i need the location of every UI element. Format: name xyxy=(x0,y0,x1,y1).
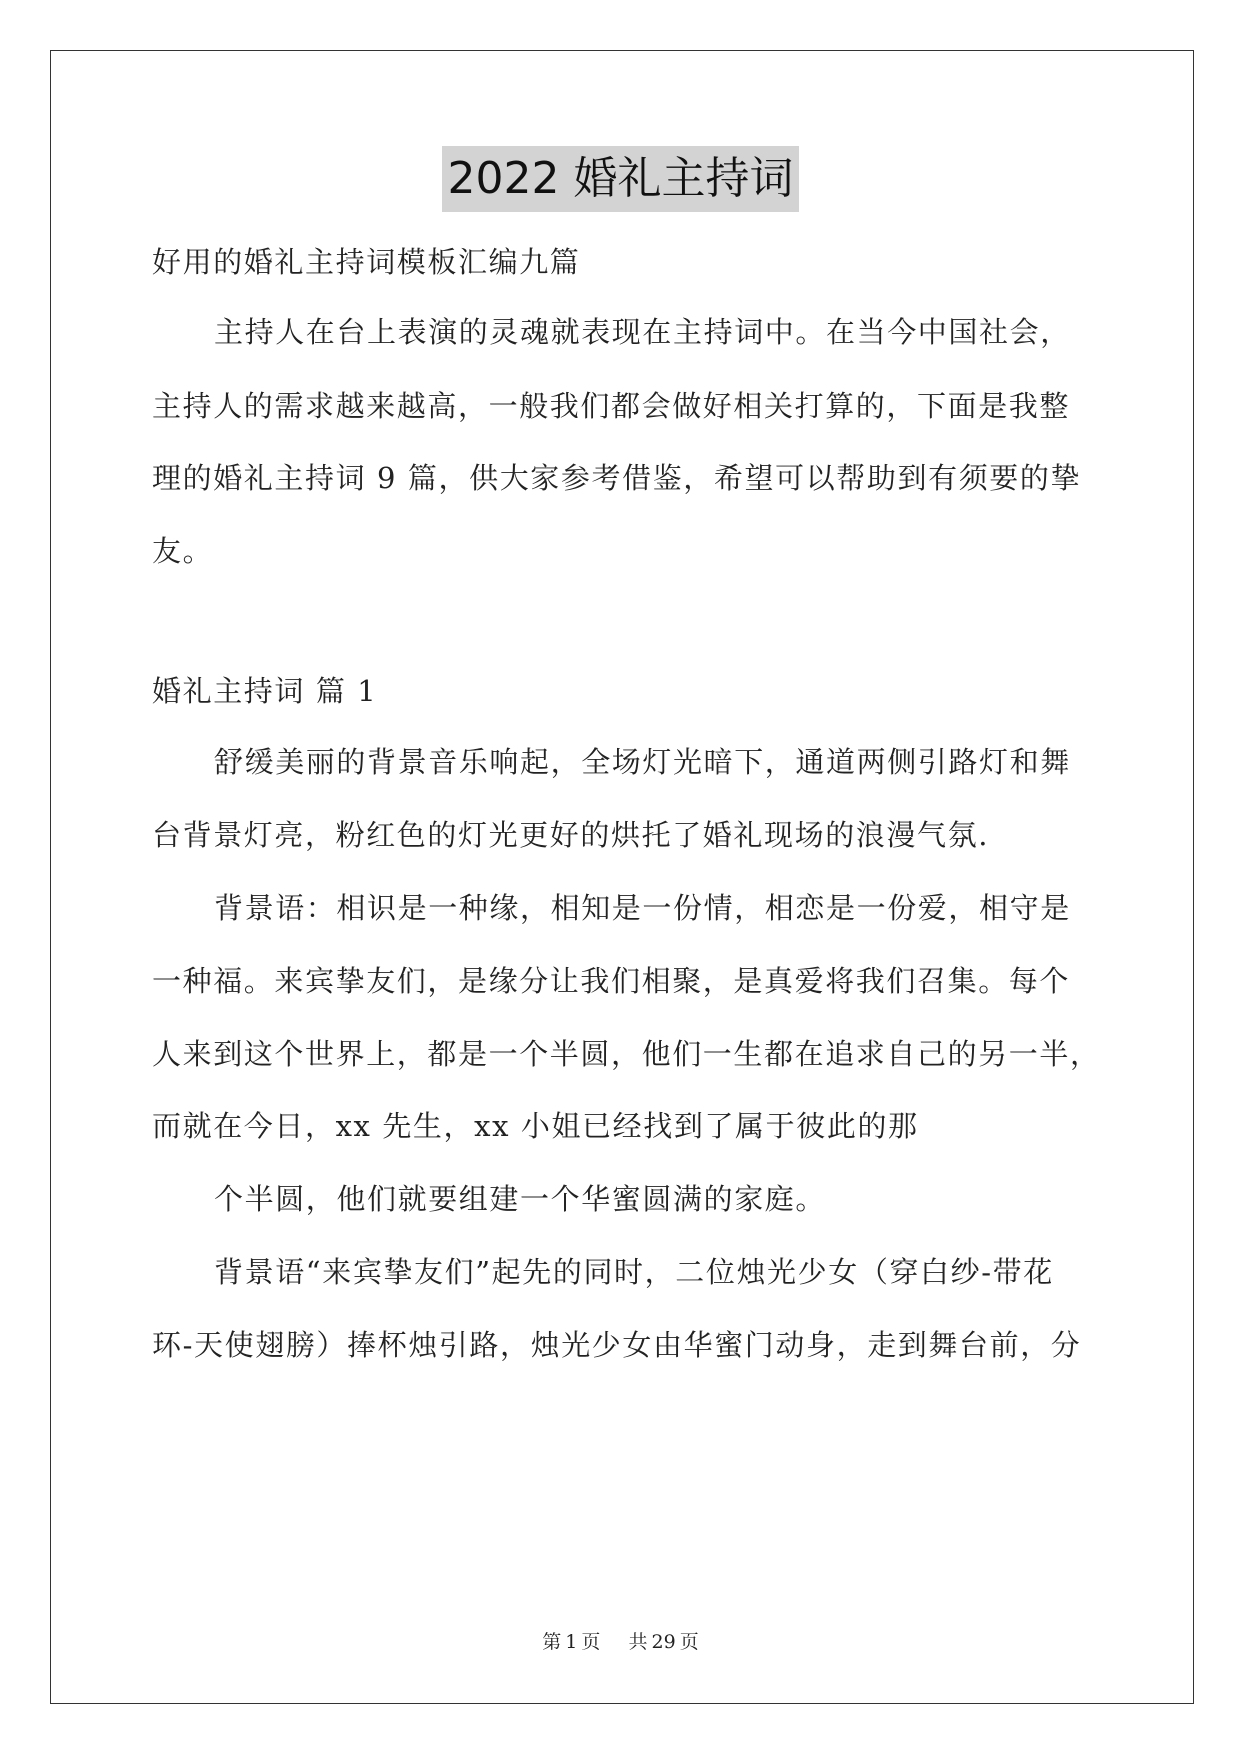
intro-line-1: 主持人在台上表演的灵魂就表现在主持词中。在当今中国社会， xyxy=(214,315,1071,349)
body-line-1: 舒缓美丽的背景音乐响起，全场灯光暗下，通道两侧引路灯和舞 xyxy=(214,745,1071,779)
body-line-9: 环-天使翅膀）捧杯烛引路，烛光少女由华蜜门动身，走到舞台前，分 xyxy=(152,1328,1082,1362)
body-line-2: 台背景灯亮，粉红色的灯光更好的烘托了婚礼现场的浪漫气氛. xyxy=(152,818,990,852)
body-line-5: 人来到这个世界上，都是一个半圆，他们一生都在追求自己的另一半， xyxy=(152,1037,1101,1071)
footer-total-prefix: 共 xyxy=(628,1631,648,1653)
document-subtitle: 好用的婚礼主持词模板汇编九篇 xyxy=(152,245,581,279)
body-line-6: 而就在今日，xx 先生，xx 小姐已经找到了属于彼此的那 xyxy=(152,1109,919,1143)
title-container xyxy=(0,146,1241,212)
footer-page-number: 1 xyxy=(565,1631,578,1653)
intro-line-4: 友。 xyxy=(152,534,214,568)
intro-line-2: 主持人的需求越来越高，一般我们都会做好相关打算的，下面是我整 xyxy=(152,389,1071,423)
body-line-7: 个半圆，他们就要组建一个华蜜圆满的家庭。 xyxy=(214,1182,827,1216)
footer-page-prefix: 第 xyxy=(542,1631,562,1653)
footer-total-suffix: 页 xyxy=(679,1631,699,1653)
page-footer xyxy=(0,1627,1241,1654)
section-heading: 婚礼主持词 篇 1 xyxy=(152,674,378,708)
body-line-3: 背景语：相识是一种缘，相知是一份情，相恋是一份爱，相守是 xyxy=(214,891,1071,925)
intro-line-3: 理的婚礼主持词 9 篇，供大家参考借鉴，希望可以帮助到有须要的挚 xyxy=(152,461,1082,495)
body-line-8: 背景语“来宾挚友们”起先的同时，二位烛光少女（穿白纱-带花 xyxy=(214,1255,1054,1289)
page-border xyxy=(50,50,1194,1704)
document-title: 2022 婚礼主持词 xyxy=(442,146,800,212)
footer-total-pages: 29 xyxy=(651,1631,676,1653)
footer-page-suffix: 页 xyxy=(581,1631,601,1653)
body-line-4: 一种福。来宾挚友们，是缘分让我们相聚，是真爱将我们召集。每个 xyxy=(152,964,1071,998)
